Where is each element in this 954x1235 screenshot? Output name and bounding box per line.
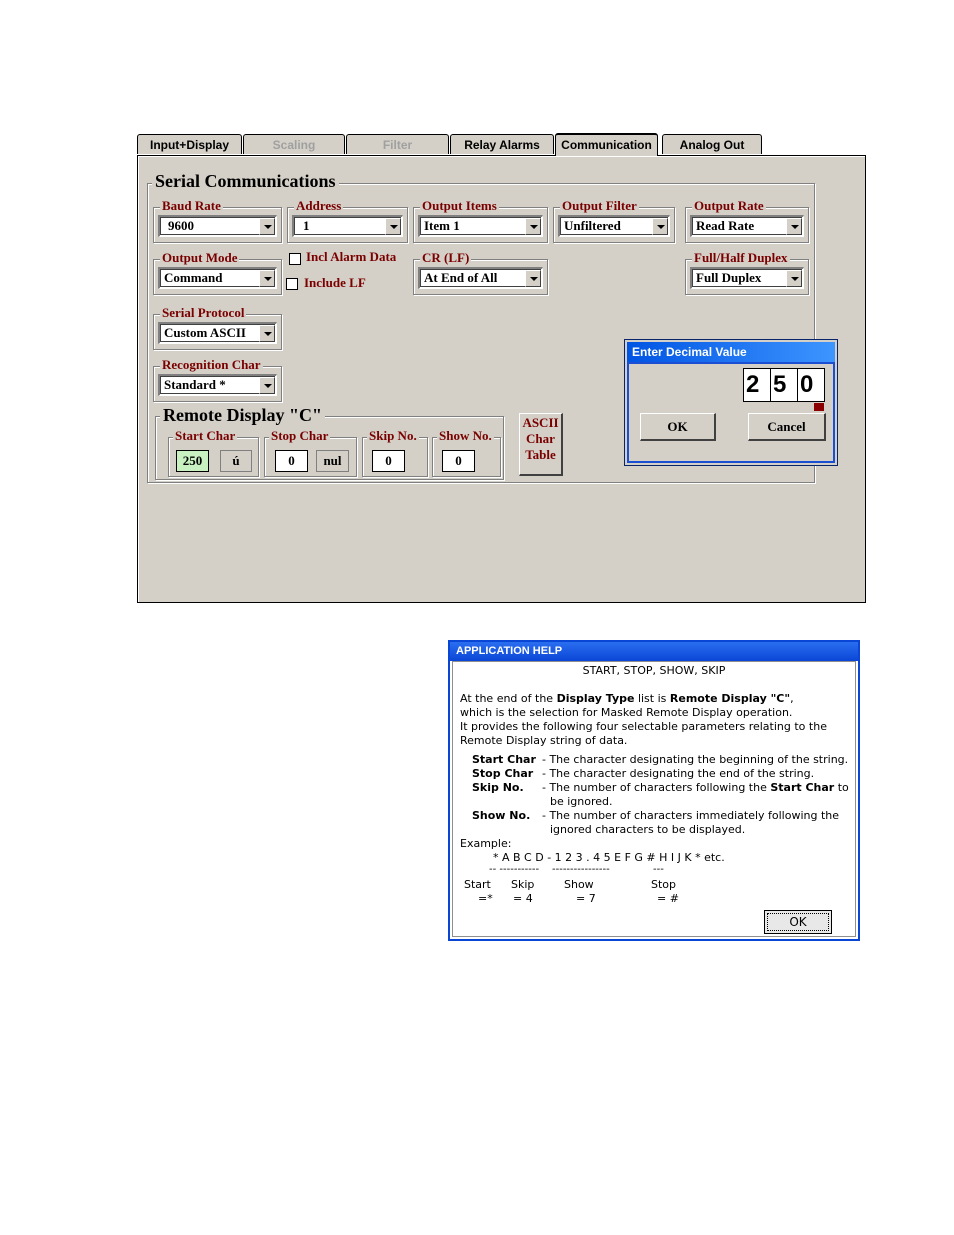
help-example-dashes-a: -- ----------- [489,864,540,875]
tab-filter[interactable]: Filter [346,134,449,154]
help-example-dashes-c: --- [653,864,664,875]
enter-decimal-body [627,362,835,463]
help-legend-start-eq: =* [478,892,493,905]
chevron-down-icon[interactable] [385,218,401,235]
digit-2[interactable]: 5 [770,368,798,402]
cr-lf-select[interactable] [418,267,543,289]
chevron-down-icon[interactable] [786,270,802,287]
application-help-body [452,661,856,937]
digit-3[interactable]: 0 [797,368,825,402]
help-example-dashes-b: ---------------- [552,864,610,875]
show-no-label: Show No. [439,428,492,443]
include-lf-checkbox[interactable] [286,278,298,290]
serial-protocol-label: Serial Protocol [162,305,245,320]
duplex-select[interactable] [690,267,804,289]
chevron-down-icon[interactable] [259,377,275,394]
help-intro-line-1: At the end of the Display Type list is Remote Display "C", [460,692,794,705]
help-param-stop-desc: - The character designating the end of the string. [542,767,815,780]
stop-char-input[interactable]: 0 [275,450,308,472]
incl-alarm-data-checkbox[interactable] [289,253,301,265]
incl-alarm-data-label: Incl Alarm Data [306,249,397,264]
baud-rate-select[interactable] [158,215,277,237]
help-param-show-desc: - The number of characters immediately following the [542,809,840,822]
help-param-stop-name: Stop Char [472,767,534,780]
remote-display-title: Remote Display "C" [160,405,325,426]
chevron-down-icon[interactable] [786,218,802,235]
help-param-show-cont: ignored characters to be displayed. [550,823,746,836]
ok-button[interactable]: OK [640,413,716,441]
cancel-button[interactable]: Cancel [748,413,826,441]
chevron-down-icon[interactable] [259,325,275,342]
start-char-label: Start Char [175,428,236,443]
tab-scaling[interactable]: Scaling [243,134,345,154]
tab-analog-out[interactable]: Analog Out [662,134,762,154]
duplex-label: Full/Half Duplex [694,250,788,265]
output-rate-value: Read Rate [696,218,755,233]
resize-marker [814,403,824,411]
duplex-value: Full Duplex [696,270,762,285]
skip-no-input[interactable]: 0 [372,450,405,472]
enter-decimal-title: Enter Decimal Value [627,342,835,362]
output-items-select[interactable] [418,215,543,237]
help-legend-stop-eq: = # [657,892,679,905]
address-label: Address [296,198,342,213]
serial-protocol-value: Custom ASCII [164,325,246,340]
output-filter-label: Output Filter [562,198,637,213]
help-example-string: * A B C D - 1 2 3 . 4 5 E F G # H I J K * etc. [493,851,725,864]
start-char-input[interactable]: 250 [176,450,209,472]
recognition-char-label: Recognition Char [162,357,261,372]
help-legend-start: Start [464,878,491,891]
help-param-skip-desc: - The number of characters following the Start Char to [542,781,849,794]
output-rate-select[interactable] [690,215,804,237]
output-items-value: Item 1 [424,218,460,233]
include-lf-label: Include LF [304,275,366,290]
help-legend-show: Show [564,878,594,891]
stop-char-label: Stop Char [271,428,329,443]
skip-no-label: Skip No. [369,428,417,443]
output-rate-label: Output Rate [694,198,764,213]
application-help-title: APPLICATION HELP [450,642,858,661]
chevron-down-icon[interactable] [259,218,275,235]
ascii-char-table-button[interactable] [519,413,563,476]
tab-relay-alarms[interactable]: Relay Alarms [450,134,554,154]
tab-input-display[interactable]: Input+Display [137,134,242,154]
cr-lf-label: CR (LF) [422,250,470,265]
ascii-line-3: Table [525,447,556,462]
chevron-down-icon[interactable] [259,270,275,287]
chevron-down-icon[interactable] [525,218,541,235]
serial-communications-title: Serial Communications [152,171,339,192]
show-no-input[interactable]: 0 [442,450,475,472]
help-legend-show-eq: = 7 [576,892,596,905]
help-intro-line-2: which is the selection for Masked Remote Display operation. [460,706,793,719]
chevron-down-icon[interactable] [652,218,668,235]
help-ok-button[interactable]: OK [764,910,832,934]
cr-lf-value: At End of All [424,270,498,285]
help-param-skip-name: Skip No. [472,781,524,794]
output-mode-select[interactable] [158,267,277,289]
tab-communication[interactable]: Communication [555,133,658,156]
help-param-skip-cont: be ignored. [550,795,613,808]
application-help-window [448,640,860,941]
help-param-start-name: Start Char [472,753,536,766]
ascii-line-2: Char [526,431,555,446]
help-intro-line-4: Remote Display string of data. [460,734,628,747]
baud-rate-value: 9600 [168,218,194,233]
chevron-down-icon[interactable] [525,270,541,287]
help-param-start-desc: - The character designating the beginning of the string. [542,753,849,766]
output-items-label: Output Items [422,198,497,213]
enter-decimal-dialog [624,339,838,466]
help-legend-skip: Skip [511,878,535,891]
address-select[interactable] [292,215,403,237]
ascii-line-1: ASCII [522,415,559,430]
recognition-char-select[interactable] [158,374,277,396]
output-filter-select[interactable] [558,215,670,237]
help-heading: START, STOP, SHOW, SKIP [582,664,726,677]
help-example-label: Example: [460,837,512,850]
help-intro-line-3: It provides the following four selectable parameters relating to the [460,720,827,733]
help-param-show-name: Show No. [472,809,531,822]
recognition-char-value: Standard * [164,377,226,392]
output-mode-value: Command [164,270,223,285]
start-char-glyph: ú [220,450,252,472]
serial-protocol-select[interactable] [158,322,277,344]
output-mode-label: Output Mode [162,250,238,265]
address-value: 1 [303,218,310,233]
output-filter-value: Unfiltered [564,218,621,233]
baud-rate-label: Baud Rate [162,198,221,213]
stop-char-glyph: nul [316,450,349,472]
digit-1[interactable]: 2 [743,368,771,402]
help-legend-stop: Stop [651,878,677,891]
help-legend-skip-eq: = 4 [513,892,533,905]
